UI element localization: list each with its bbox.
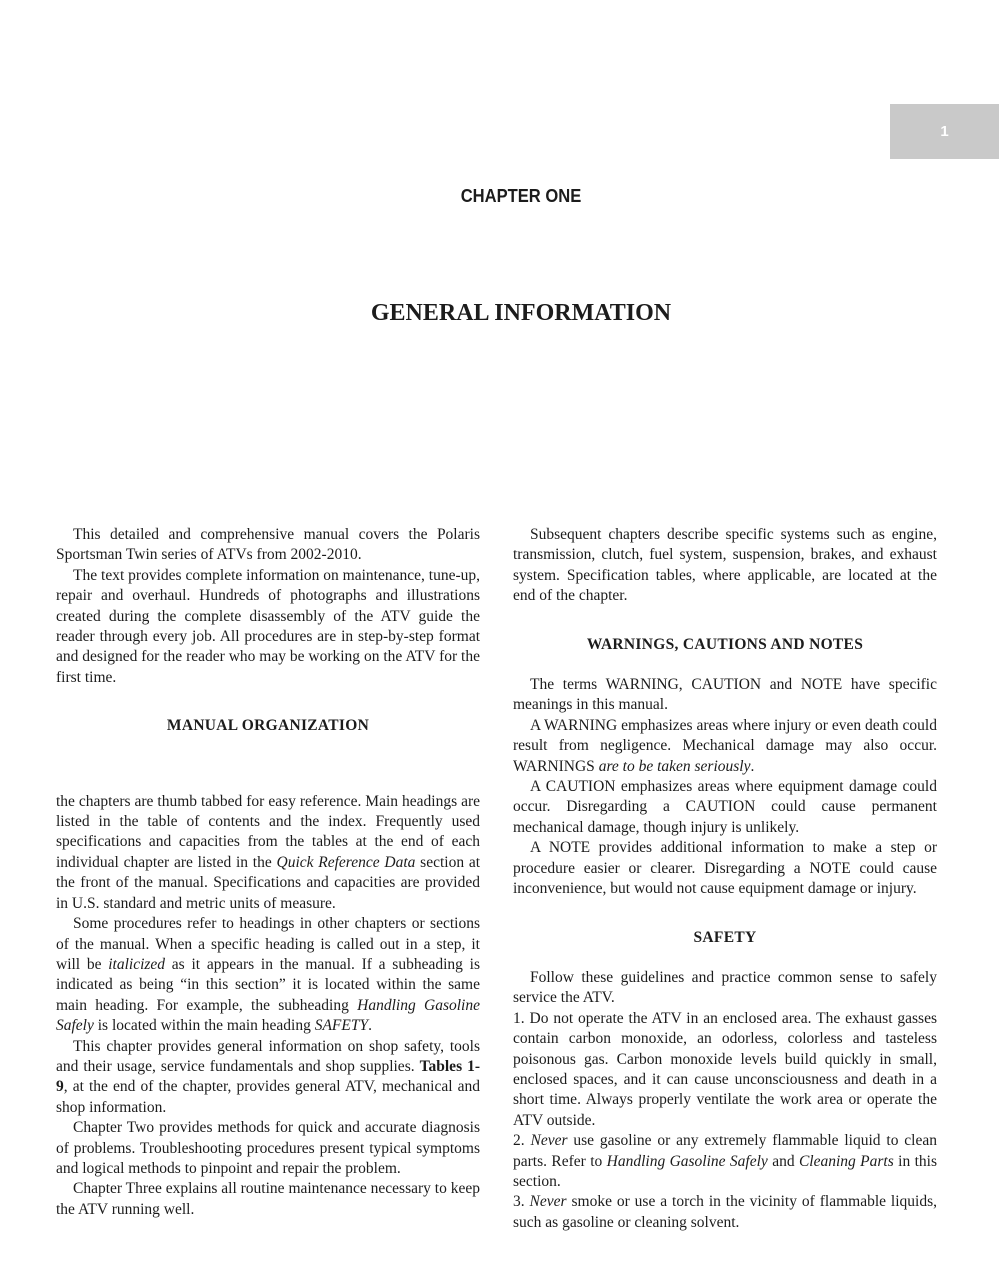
heading-safety: SAFETY bbox=[693, 928, 757, 946]
chapter-title: GENERAL INFORMATION bbox=[370, 300, 672, 326]
note-paragraph: A NOTE provides additional information to make a step or procedure easier or clearer. Disregarding a NOTE could cause inconvenience, but would not cause equipment damage or injury. bbox=[513, 839, 937, 898]
subsequent-chapters-paragraph: Subsequent chapters describe specific systems such as engine, transmission, clutch, fuel system, suspension, brakes, and exhaust system. Specification tables, where applicable, are located at the end of the chapter. bbox=[513, 526, 937, 605]
chapter-three-paragraph: Chapter Three explains all routine maintenance necessary to keep the ATV running well. bbox=[56, 1180, 480, 1218]
left-column bbox=[56, 525, 480, 1220]
chapter-label: CHAPTER ONE bbox=[460, 186, 582, 206]
heading-warnings-cautions-notes: WARNINGS, CAUTIONS AND NOTES bbox=[586, 635, 864, 653]
heading-manual-organization: MANUAL ORGANIZATION bbox=[166, 717, 370, 735]
right-column bbox=[513, 525, 937, 1233]
text-paragraph: The text provides complete information on maintenance, tune-up, repair and overhaul. Hundreds of photographs and illustrations created during the complete disassembly of the ATV guide the reader through every job. All procedures are in step-by-step format and designed for the reader who may be working on the ATV for the first time. bbox=[56, 566, 480, 686]
safety-item-2: 2. Never use gasoline or any extremely flammable liquid to clean parts. Refer to Handling Gasoline Safely and Cleaning Parts in this section. bbox=[513, 1132, 938, 1190]
headings-paragraph: Some procedures refer to headings in other chapters or sections of the manual. When a specific heading is called out in a step, it will be italicized as it appears in the manual. If a subheading is indicated as being “in this section” it is located within the same main heading. For example, the subheading Handling Gasoline Safely is located within the main heading SAFETY. bbox=[56, 915, 480, 1035]
chapter-thumb-tab bbox=[890, 104, 999, 159]
safety-item-1: 1. Do not operate the ATV in an enclosed area. The exhaust gasses contain carbon monoxide, an odorless, colorless and tasteless poisonous gas. Carbon monoxide levels build quickly in small, enclosed spaces, and it can cause unconsciousness and death in a short time. Always properly ventilate the work area or operate the ATV outside. bbox=[513, 1009, 937, 1129]
warning-paragraph: A WARNING emphasizes areas where injury or even death could result from negligence. Mechanical damage may also occur. WARNINGS are to be taken seriously. bbox=[513, 716, 937, 775]
caution-paragraph: A CAUTION emphasizes areas where equipment damage could occur. Disregarding a CAUTION could cause permanent mechanical damage, though injury is unlikely. bbox=[513, 778, 937, 836]
safety-intro-paragraph: Follow these guidelines and practice common sense to safely service the ATV. bbox=[513, 968, 937, 1007]
organization-paragraph: the chapters are thumb tabbed for easy reference. Main headings are listed in the table of contents and the index. Frequently used specifications and capacities from the tables at the end of each individual chapter are listed in the Quick Reference Data section at the front of the manual. Specifications and capacities are provided in U.S. standard and metric units of measure. bbox=[56, 792, 481, 912]
safety-item-3: 3. Never smoke or use a torch in the vicinity of flammable liquids, such as gasoline or cleaning solvent. bbox=[513, 1193, 937, 1231]
chapter-summary-paragraph: This chapter provides general information on shop safety, tools and their usage, service fundamentals and shop supplies. Tables 1-9, at the end of the chapter, provides general ATV, mechanical and shop information. bbox=[56, 1037, 480, 1116]
terms-paragraph: The terms WARNING, CAUTION and NOTE have specific meanings in this manual. bbox=[513, 676, 937, 714]
chapter-two-paragraph: Chapter Two provides methods for quick and accurate diagnosis of problems. Troubleshooting procedures present typical symptoms and logical methods to pinpoint and repair the problem. bbox=[56, 1119, 480, 1177]
intro-paragraph: This detailed and comprehensive manual covers the Polaris Sportsman Twin series of ATVs from 2002-2010. bbox=[56, 526, 480, 564]
chapter-tab-number: 1 bbox=[940, 123, 949, 140]
